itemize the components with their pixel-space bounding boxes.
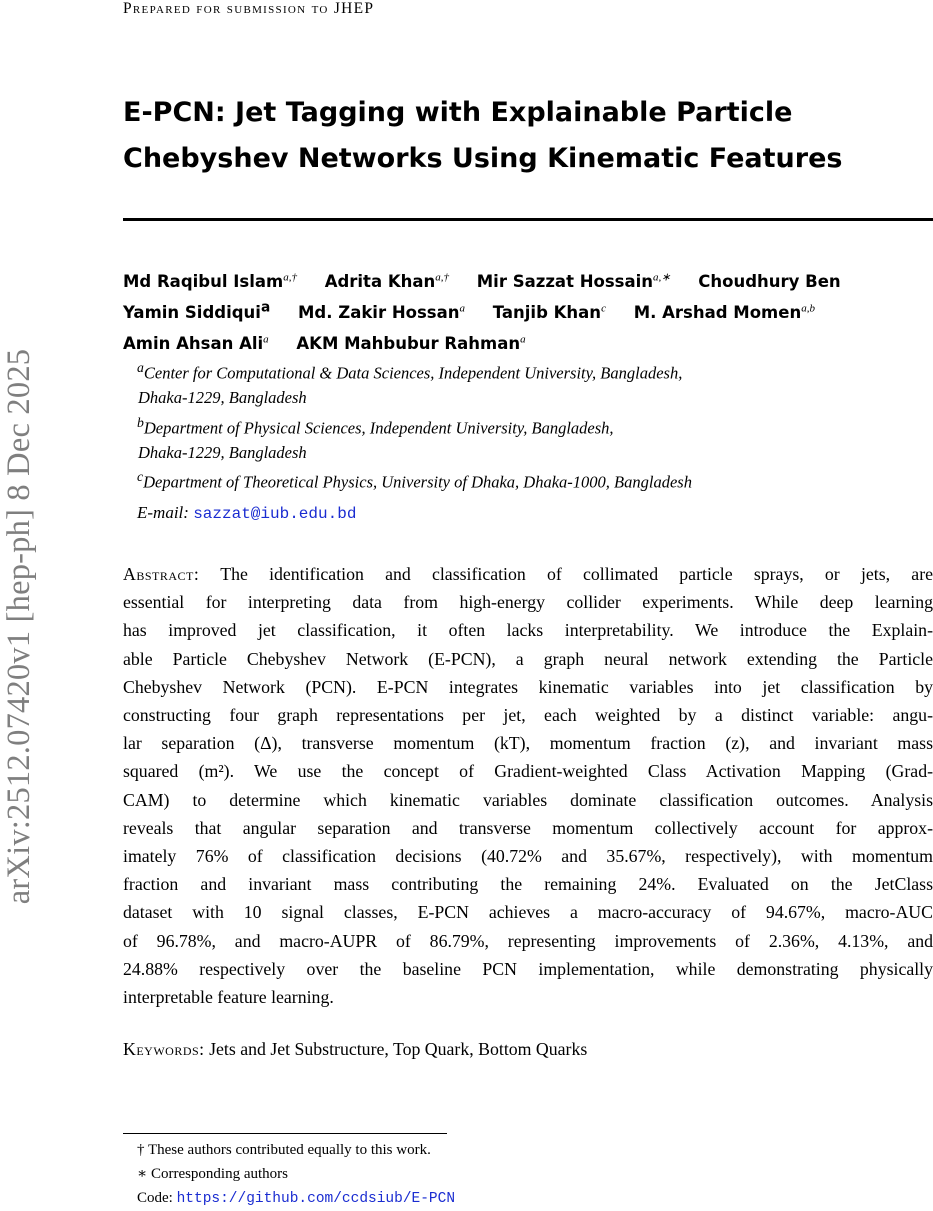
footnotes <box>137 1138 455 1211</box>
footnote-equal-contribution: † These authors contributed equally to this work. <box>137 1142 431 1158</box>
affiliations <box>137 356 897 495</box>
code-link[interactable]: https://github.com/ccdsiub/E-PCN <box>176 1191 456 1207</box>
author: Choudhury Ben Yamin Siddiqui$^a$ <box>123 271 841 322</box>
email-link[interactable]: sazzat@iub.edu.bd <box>193 505 357 523</box>
footnote-corresponding: ∗ Corresponding authors <box>137 1166 289 1182</box>
abstract-line: lar separation (Δ), transverse momentum (kT), momentum fraction (z), and invariant mass <box>123 733 933 754</box>
author: AKM Mahbubur Rahman$^a$ <box>296 333 526 353</box>
paper-title <box>123 90 883 182</box>
abstract-line: dataset with 10 signal classes, E-PCN achieves a macro-accuracy of 94.67%, macro-AUC <box>123 902 933 923</box>
keywords <box>123 1039 587 1060</box>
footnote-rule <box>123 1133 447 1134</box>
author: Md. Zakir Hossan$^a$ <box>297 302 466 322</box>
email-line <box>137 503 356 523</box>
keywords-label: Keywords: <box>123 1039 205 1059</box>
abstract-line: fraction and invariant mass contributing the remaining 24%. Evaluated on the JetClass <box>123 874 933 895</box>
title-rule <box>123 218 933 221</box>
author: Md Raqibul Islam$^{a,\dagger}$ <box>123 271 297 291</box>
affiliation-b-line-2: Dhaka-1229, Bangladesh <box>138 442 307 462</box>
author: Amin Ahsan Ali$^a$ <box>123 333 269 353</box>
abstract <box>123 560 933 1011</box>
abstract-line: able Particle Chebyshev Network (E-PCN), a graph neural network extending the Particle <box>123 648 933 669</box>
abstract-line: CAM) to determine which kinematic variables dominate classification outcomes. Analysis <box>123 789 933 810</box>
abstract-line: has improved jet classification, it often lacks interpretability. We introduce the Explain- <box>123 620 933 641</box>
affiliation-a-line-2: Dhaka-1229, Bangladesh <box>138 388 307 407</box>
author: M. Arshad Momen$^{a,b}$ <box>633 302 815 322</box>
title-line-1: E-PCN: Jet Tagging with Explainable Particle <box>123 97 793 128</box>
abstract-line: 24.88% respectively over the baseline PCN implementation, while demonstrating physically <box>123 958 933 979</box>
prepared-for-note: Prepared for submission to JHEP <box>123 0 375 17</box>
abstract-line: of 96.78%, and macro-AUPR of 86.79%, representing improvements of 2.36%, 4.13%, and <box>123 930 933 951</box>
abstract-line: Abstract: The identification and classification of collimated particle sprays, or jets, are <box>123 564 933 584</box>
email-label: E-mail: <box>137 503 189 522</box>
author-list <box>123 264 898 357</box>
abstract-label: Abstract: <box>123 564 200 584</box>
abstract-line: imately 76% of classification decisions (40.72% and 35.67%, respectively), with momentum <box>123 846 933 867</box>
title-line-2: Chebyshev Networks Using Kinematic Features <box>123 143 843 174</box>
affiliation-c: $^c$Department of Theoretical Physics, University of Dhaka, Dhaka-1000, Bangladesh <box>137 469 692 492</box>
abstract-line: constructing four graph representations per jet, each weighted by a distinct variable: angu- <box>123 705 933 726</box>
author: Mir Sazzat Hossain$^{a,∗}$ <box>476 271 671 291</box>
abstract-line: interpretable feature learning. <box>123 987 334 1008</box>
keywords-text: Jets and Jet Substructure, Top Quark, Bottom Quarks <box>209 1039 588 1059</box>
abstract-line: reveals that angular separation and transverse momentum collectively account for approx- <box>123 817 933 838</box>
author: Adrita Khan$^{a,\dagger}$ <box>324 271 449 291</box>
abstract-line: Chebyshev Network (PCN). E-PCN integrates kinematic variables into jet classification by <box>123 676 933 697</box>
author: Tanjib Khan$^c$ <box>492 302 606 322</box>
abstract-line: essential for interpreting data from high-energy collider experiments. While deep learning <box>123 592 933 613</box>
arxiv-stamp <box>2 292 38 960</box>
affiliation-b: $^b$Department of Physical Sciences, Independent University, Bangladesh, <box>137 414 614 437</box>
code-label: Code: <box>137 1190 173 1206</box>
abstract-line: squared (m²). We use the concept of Gradient-weighted Class Activation Mapping (Grad- <box>123 761 933 782</box>
arxiv-stamp-text: arXiv:2512.07420v1 [hep-ph] 8 Dec 2025 <box>1 348 38 904</box>
affiliation-a: $^a$Center for Computational & Data Sciences, Independent University, Bangladesh, <box>137 360 683 383</box>
footnote-code <box>137 1186 455 1211</box>
